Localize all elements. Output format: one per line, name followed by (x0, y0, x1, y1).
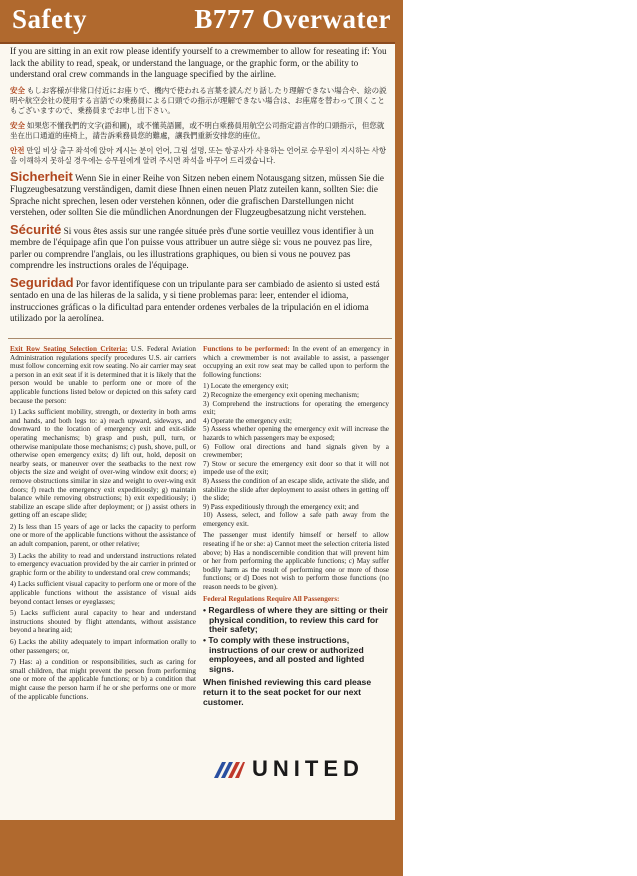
criteria-intro (10, 345, 196, 405)
criteria-item-1: 1) Lacks sufficient mobility, strength, or dexterity in both arms and hands, and both legs to: a) reach upward, sideways, and downward to the location of emergency exit and exit-slide operating mechanisms; b) grasp and push, pull, turn, or otherwise manipulate those mechanisms; c) push, shove, pull, or otherwise open emergency exits; d) lift out, hold, deposit on nearby seats, or maneuver over the seatbacks to the next row objects the size and weight of over-wing window exit doors; e) remove obstructions similar in size and weight to over-wing exit doors; f) reach the emergency exit expeditiously; g) maintain balance while removing obstructions; h) exit expeditiously; i) stabilize an escape slide after deployment; or j) assist others in getting off an escape slide; (10, 408, 196, 520)
criteria-item-3: 3) Lacks the ability to read and understand instructions related to emergency evacuation provided by the air carrier in printed or graphic form or the ability to understand oral crew commands; (10, 551, 196, 577)
french-label: Sécurité (10, 221, 62, 237)
intro-german (10, 168, 390, 219)
spanish-label: Seguridad (10, 274, 74, 290)
function-item: 6) Follow oral directions and hand signals given by a crewmember; (203, 442, 389, 460)
function-item: 7) Stow or secure the emergency exit door so that it will not impede use of the exit; (203, 459, 389, 477)
criteria-item-6: 6) Lacks the ability adequately to impart information orally to other passengers; or, (10, 638, 196, 655)
identify-text: The passenger must identify himself or herself to allow reseating if he or she: a) Cannot meet the selection criteria listed above; b) Has a nondiscernible condition that will prevent him or her from performing the applicable functions; c) May suffer bodily harm as the result of performing one or more of those functions; or d) Does not wish to perform those functions (no reason needs to be given). (203, 531, 389, 592)
criteria-item-4: 4) Lacks sufficient visual capacity to perform one or more of the applicable functions without the assistance of visual aids beyond contact lenses or eyeglasses; (10, 580, 196, 606)
criteria-item-5: 5) Lacks sufficient aural capacity to hear and understand instructions shouted by flight attendants, without assistance beyond a hearing aid; (10, 609, 196, 635)
criteria-heading: Exit Row Seating Selection Criteria: (10, 345, 128, 353)
german-label: Sicherheit (10, 168, 73, 184)
function-item: 10) Assess, select, and follow a safe path away from the emergency exit. (203, 511, 389, 528)
intro-english: If you are sitting in an exit row please identify yourself to a crewmember to allow for reseating if: You lack the ability to read, speak, or understand the language, or the graphic form, or the ability to understand oral crew commands in the language specified by the airline. (10, 46, 387, 79)
card-side-band (395, 42, 403, 876)
section-divider (8, 338, 392, 339)
spanish-text: Por favor identifíquese con un tripulante para ser cambiado de asiento si usted está sentado en una de las hileras de la salida, y si tiene problemas para: leer, entender el idioma, instrucciones gráficas o la dificultad para entender ordenes verbales de la tripulación en el idioma utilizado por la aerolínea. (10, 278, 380, 323)
chinese-text: 如果您不懂我們的文字(語和圖)，或不懂英語圖，或不明白乘務員用航空公司指定語言作的口頭指示，但您就坐在出口通道的座椅上，請告訴乘務員您的難處，讓我們重新安排您的座位。 (10, 120, 385, 140)
french-text: Si vous êtes assis sur une rangée située près d'une sortie veuillez vous identifier à un membre de l'équipage afin que l'on puisse vous attribuer un autre siège si: vous ne pouvez pas lire, parler ou comprendre l'anglais, ou les illustrations graphiques, ou bien si vous ne pouvez pas comprendre les instructions orales de l'équipage. (10, 225, 374, 270)
function-item: 8) Assess the condition of an escape slide, activate the slide, and stabilize the slide after deployment to assist others in getting off the slide; (203, 476, 389, 503)
card-bottom-band (0, 820, 403, 876)
return-card-notice: When finished reviewing this card please return it to the seat pocket for our next customer. (203, 677, 372, 707)
requirement-bullet: • To comply with these instructions, instructions of our crew or authorized employees, and all posted and lighted signs. (203, 635, 365, 674)
intro-spanish (10, 274, 390, 325)
korean-label: 안전 (10, 145, 25, 155)
criteria-item-7: 7) Has: a) a condition or responsibilities, such as caring for small children, that might prevent the person from performing one or more of the applicable functions; or b) a condition that might cause the person harm if he or she performs one or more of the applicable functions. (10, 658, 196, 701)
functions-column (203, 345, 389, 707)
intro-korean (10, 146, 390, 166)
federal-requirements-list (203, 606, 389, 674)
criteria-item-2: 2) Is less than 15 years of age or lacks the capacity to perform one or more of the applicable functions without the assistance of an adult companion, parent, or other relative; (10, 522, 196, 549)
federal-regulations-heading: Federal Regulations Require All Passengers: (203, 594, 340, 603)
functions-intro-text: In the event of an emergency in which a crewmember is not available to assist, a passenger occupying an exit row seat may be called upon to perform the following functions: (203, 345, 390, 379)
japanese-label: 安全 (10, 85, 25, 95)
header-title-aircraft: B777 Overwater (194, 4, 391, 34)
intro-french (10, 221, 390, 272)
korean-text: 만일 비상 출구 좌석에 앉아 계시는 분이 언어, 그림 설명, 또는 항공사가 사용하는 언어로 승무원이 지시하는 사항을 이해하지 못하실 경우에는 승무원에게 알려 주시면 좌석을 바꾸어 드리겠습니다. (10, 145, 387, 165)
criteria-intro-text: U.S. Federal Aviation Administration regulations specify procedures U.S. air carriers must follow concerning exit row seating. No air carrier may seat a person in an exit seat if it is determined that it is likely that the person would be unable to perform one or more of the applicable functions listed below or depicted on this safety card because the person: (10, 345, 197, 405)
intro-chinese (10, 121, 390, 141)
card-header (0, 0, 403, 44)
intro-japanese (10, 86, 390, 116)
united-logo (212, 758, 390, 784)
function-item: 9) Pass expeditiously through the emergency exit; and (203, 502, 359, 511)
chinese-label: 安全 (10, 120, 25, 130)
united-wordmark: UNITED (252, 756, 364, 781)
function-item: 3) Comprehend the instructions for operating the emergency exit; (203, 399, 389, 417)
german-text: Wenn Sie in einer Reihe von Sitzen neben einem Notausgang sitzen, müssen Sie die Flugzeugbesatzung verständigen, damit diese Ihnen einen neuen Platz zuteilen kann, sollten Sie: die Sprache nicht sprechen, lesen oder verstehen können, oder die grafischen Darstellungen nicht verstehen, oder sollten Sie die mündlichen Anordnungen der Flugzeugbesatzung nicht verstehen. (10, 172, 385, 217)
function-item: 4) Operate the emergency exit; (203, 416, 292, 425)
header-title-safety: Safety (12, 4, 87, 34)
exit-row-criteria-column (10, 345, 196, 704)
function-item: 2) Recognize the emergency exit opening mechanism; (203, 390, 359, 399)
requirement-bullet: • Regardless of where they are sitting or their physical condition, to review this card for their safety; (203, 605, 388, 635)
function-item: 1) Locate the emergency exit; (203, 382, 289, 391)
united-tulip-logo-icon (212, 760, 246, 780)
function-item: 5) Assess whether opening the emergency exit will increase the hazards to which passengers may be exposed; (203, 425, 389, 442)
japanese-text: もしお客様が非常口付近にお座りで、機内で使われる言葉を読んだり話したり理解できない場合や、絵の説明や航空会社の使用する言語での乗務員による口頭での指示が理解できない場合は、お座席を替わって頂くこともございますので、乗務員までお申し出下さい。 (10, 85, 387, 115)
functions-intro (203, 345, 389, 379)
multilingual-intro (10, 46, 390, 330)
functions-heading: Functions to be performed: (203, 345, 290, 353)
